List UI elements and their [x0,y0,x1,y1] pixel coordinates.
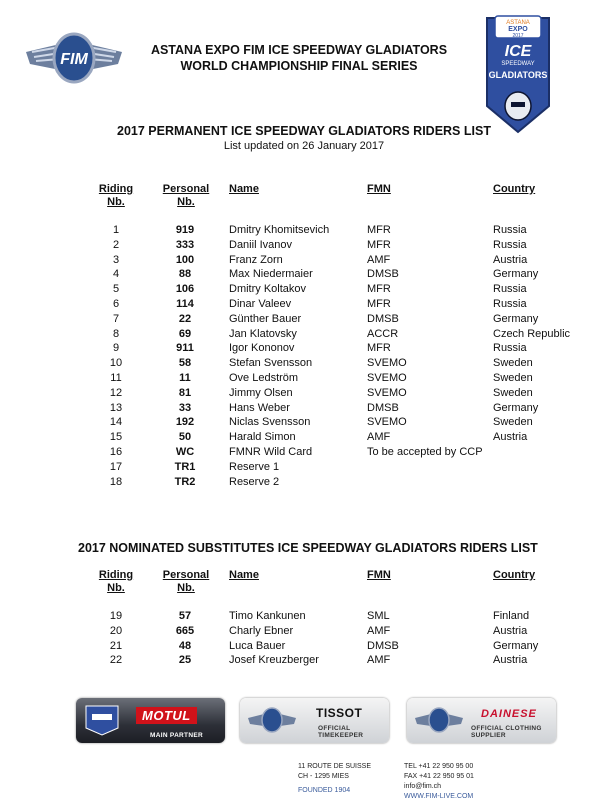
country-cell: Germany [493,268,539,281]
fmn-cell: To be accepted by CCP [367,446,483,458]
riding-nb-cell: 16 [109,446,123,458]
table-row [0,653,608,668]
rider-name-cell: Jan Klatovsky [229,327,297,340]
address-website[interactable]: WWW.FIM-LIVE.COM [404,793,474,800]
address-block-right [404,762,474,802]
country-cell: Germany [493,639,539,652]
header-title-line-1: ASTANA EXPO FIM ICE SPEEDWAY GLADIATORS [150,43,448,57]
rider-name-cell: Timo Kankunen [229,610,306,622]
event-logo-speedway: SPEEDWAY [501,61,535,67]
riding-nb-cell: 2 [112,238,120,251]
fmn-cell: MFR [367,342,391,355]
fmn-cell: AMF [367,654,391,667]
table-row [0,371,608,386]
sponsor-brand-motul: MOTUL [136,707,197,724]
rider-name-cell: Dmitry Koltakov [229,283,307,296]
event-logo-astana: ASTANA [506,20,530,26]
personal-nb-cell: 88 [178,268,192,281]
address-city: CH - 1295 MIES [298,773,349,780]
column-header-name: Name [229,183,259,195]
rider-name-cell: Harald Simon [229,431,296,444]
personal-nb-cell: 106 [175,283,195,296]
personal-nb-cell: 333 [175,238,195,251]
country-cell: Austria [493,431,528,444]
fmn-cell: MFR [367,224,391,236]
subs-column-header-name: Name [229,569,259,581]
sponsor-tissot-banner [240,698,389,743]
column-header-riding-nb-line2: Nb. [107,196,125,208]
subs-column-header-riding-nb-line2: Nb. [107,582,125,594]
rider-name-cell: FMNR Wild Card [229,446,313,458]
rider-name-cell: Daniil Ivanov [229,238,292,251]
address-founded: FOUNDED 1904 [298,787,351,794]
rider-name-cell: Dmitry Khomitsevich [229,224,330,236]
country-cell: Sweden [493,386,533,399]
table-row [0,386,608,401]
fmn-cell: AMF [367,253,391,266]
rider-name-cell: Igor Kononov [229,342,295,355]
country-cell: Czech Republic [493,327,571,340]
address-street: 11 ROUTE DE SUISSE [298,763,372,770]
fmn-cell: MFR [367,283,391,296]
permanent-list-subtitle: List updated on 26 January 2017 [223,140,385,152]
page-header-title [134,42,464,74]
event-logo-year: 2017 [512,33,524,39]
address-block-left [298,762,371,796]
column-header-riding-nb-line1: Riding [98,183,134,195]
rider-name-cell: Niclas Svensson [229,416,311,429]
column-header-fmn: FMN [367,183,391,195]
subs-column-header-personal-nb-line2: Nb. [177,582,195,594]
riding-nb-cell: 20 [109,624,123,637]
country-cell: Finland [493,610,530,622]
table-row [0,356,608,371]
riding-nb-cell: 21 [109,639,123,652]
personal-nb-cell: 665 [175,624,195,637]
country-cell: Sweden [493,372,533,384]
personal-nb-cell: 50 [178,431,192,444]
personal-nb-cell: 33 [178,401,192,414]
subs-column-header-personal-nb [160,569,212,595]
riding-nb-cell: 15 [109,431,123,444]
rider-name-cell: Jimmy Olsen [229,386,293,399]
riding-nb-cell: 6 [112,298,120,310]
riding-nb-cell: 12 [109,386,123,399]
country-cell: Germany [493,312,539,325]
riding-nb-cell: 3 [112,253,120,266]
address-email[interactable]: info@fim.ch [404,783,442,790]
personal-nb-cell: 11 [179,372,191,384]
personal-nb-cell: 114 [176,298,194,310]
riding-nb-cell: 9 [112,342,120,355]
personal-nb-cell: TR1 [174,460,196,473]
riding-nb-cell: 1 [112,224,120,236]
sponsor-brand-dainese: DAINESE [481,708,537,720]
personal-nb-cell: 69 [178,327,192,340]
table-row [0,639,608,654]
sponsor-brand-tissot: TISSOT [316,706,363,720]
riding-nb-cell: 13 [109,401,123,414]
fmn-cell: AMF [367,624,391,637]
sponsor-caption-official-timekeeper: OFFICIAL TIMEKEEPER [318,725,364,739]
country-cell: Russia [493,342,527,355]
sponsor-dainese-banner [407,698,556,743]
address-fax: FAX +41 22 950 95 01 [404,773,474,780]
country-cell: Austria [493,654,528,667]
table-row [0,238,608,253]
riding-nb-cell: 14 [109,416,123,429]
riding-nb-cell: 17 [109,460,123,473]
personal-nb-cell: 192 [175,416,195,429]
table-row [0,415,608,430]
country-cell: Sweden [493,357,533,370]
rider-name-cell: Günther Bauer [229,312,302,325]
column-header-personal-nb [160,183,212,209]
event-logo [483,14,553,136]
fim-mini-logo-2 [413,706,465,734]
rider-name-cell: Hans Weber [229,401,290,414]
permanent-list-title: 2017 PERMANENT ICE SPEEDWAY GLADIATORS RIDERS LIST [117,124,491,138]
table-row [0,624,608,639]
table-row [0,460,608,475]
riding-nb-cell: 22 [109,654,123,667]
riding-nb-cell: 8 [112,327,120,340]
personal-nb-cell: 25 [178,654,192,667]
rider-name-cell: Josef Kreuzberger [229,654,319,667]
riding-nb-cell: 10 [109,357,123,370]
riding-nb-cell: 18 [109,475,123,488]
table-row [0,445,608,460]
personal-nb-cell: 48 [178,639,192,652]
riding-nb-cell: 11 [110,372,122,384]
event-logo-expo: EXPO [508,26,528,33]
country-cell: Austria [493,624,528,637]
fmn-cell: SML [367,610,390,622]
table-row [0,253,608,268]
subs-column-header-riding-nb [96,569,136,595]
fmn-cell: DMSB [367,268,399,281]
fmn-cell: SVEMO [367,416,407,429]
personal-nb-cell: 57 [178,610,192,622]
fmn-cell: MFR [367,298,391,310]
personal-nb-cell: TR2 [174,475,196,488]
table-row [0,297,608,312]
sponsor-motul-banner [76,698,225,743]
personal-nb-cell: 22 [178,312,192,325]
personal-nb-cell: 100 [175,253,195,266]
rider-name-cell: Luca Bauer [229,639,286,652]
riding-nb-cell: 7 [112,312,120,325]
fmn-cell: AMF [367,431,391,444]
rider-name-cell: Reserve 2 [229,475,280,488]
fim-logo [22,30,126,86]
fmn-cell: SVEMO [367,357,407,370]
table-row [0,341,608,356]
rider-name-cell: Charly Ebner [229,624,294,637]
country-cell: Russia [493,238,527,251]
column-header-personal-nb-line2: Nb. [177,196,195,208]
table-row [0,401,608,416]
personal-nb-cell: 911 [176,342,194,355]
table-row [0,327,608,342]
fmn-cell: DMSB [367,639,399,652]
subs-column-header-personal-nb-line1: Personal [162,569,210,581]
table-row [0,282,608,297]
table-row [0,430,608,445]
rider-name-cell: Reserve 1 [229,460,280,473]
personal-nb-cell: WC [175,446,195,458]
subs-column-header-country: Country [493,569,536,581]
country-cell: Austria [493,253,528,266]
event-mini-logo [82,704,122,736]
table-row [0,609,608,624]
substitutes-list-title: 2017 NOMINATED SUBSTITUTES ICE SPEEDWAY GLADIATORS RIDERS LIST [78,541,538,555]
personal-nb-cell: 58 [178,357,192,370]
subs-column-header-riding-nb-line1: Riding [98,569,134,581]
sponsor-caption-official-clothing-supplier: OFFICIAL CLOTHING SUPPLIER [471,725,542,739]
country-cell: Russia [493,283,527,296]
country-cell: Sweden [493,416,533,429]
country-cell: Germany [493,401,539,414]
table-row [0,223,608,238]
event-logo-gladiators: GLADIATORS [488,70,548,80]
rider-name-cell: Stefan Svensson [229,357,313,370]
personal-nb-cell: 919 [175,224,195,236]
rider-name-cell: Ove Ledström [229,372,299,384]
fmn-cell: SVEMO [367,372,407,384]
fmn-cell: MFR [367,238,391,251]
riding-nb-cell: 4 [112,268,120,281]
personal-nb-cell: 81 [178,386,192,399]
riding-nb-cell: 19 [109,610,123,622]
rider-name-cell: Dinar Valeev [229,298,292,310]
rider-name-cell: Franz Zorn [229,253,283,266]
fmn-cell: SVEMO [367,386,407,399]
country-cell: Russia [493,298,527,310]
subs-column-header-fmn: FMN [367,569,391,581]
table-row [0,312,608,327]
fmn-cell: ACCR [367,327,399,340]
address-tel: TEL +41 22 950 95 00 [404,763,474,770]
header-title-line-2: WORLD CHAMPIONSHIP FINAL SERIES [180,59,418,73]
fmn-cell: DMSB [367,401,399,414]
table-row [0,475,608,490]
table-row [0,267,608,282]
column-header-personal-nb-line1: Personal [162,183,210,195]
riding-nb-cell: 5 [112,283,120,296]
column-header-riding-nb [96,183,136,209]
fim-logo-text: FIM [60,51,88,68]
fim-mini-logo [246,706,298,734]
event-logo-ice: ICE [504,43,532,60]
sponsor-caption-main-partner: MAIN PARTNER [150,732,203,739]
rider-name-cell: Max Niedermaier [229,268,313,281]
column-header-country: Country [493,183,536,195]
country-cell: Russia [493,224,527,236]
fmn-cell: DMSB [367,312,399,325]
